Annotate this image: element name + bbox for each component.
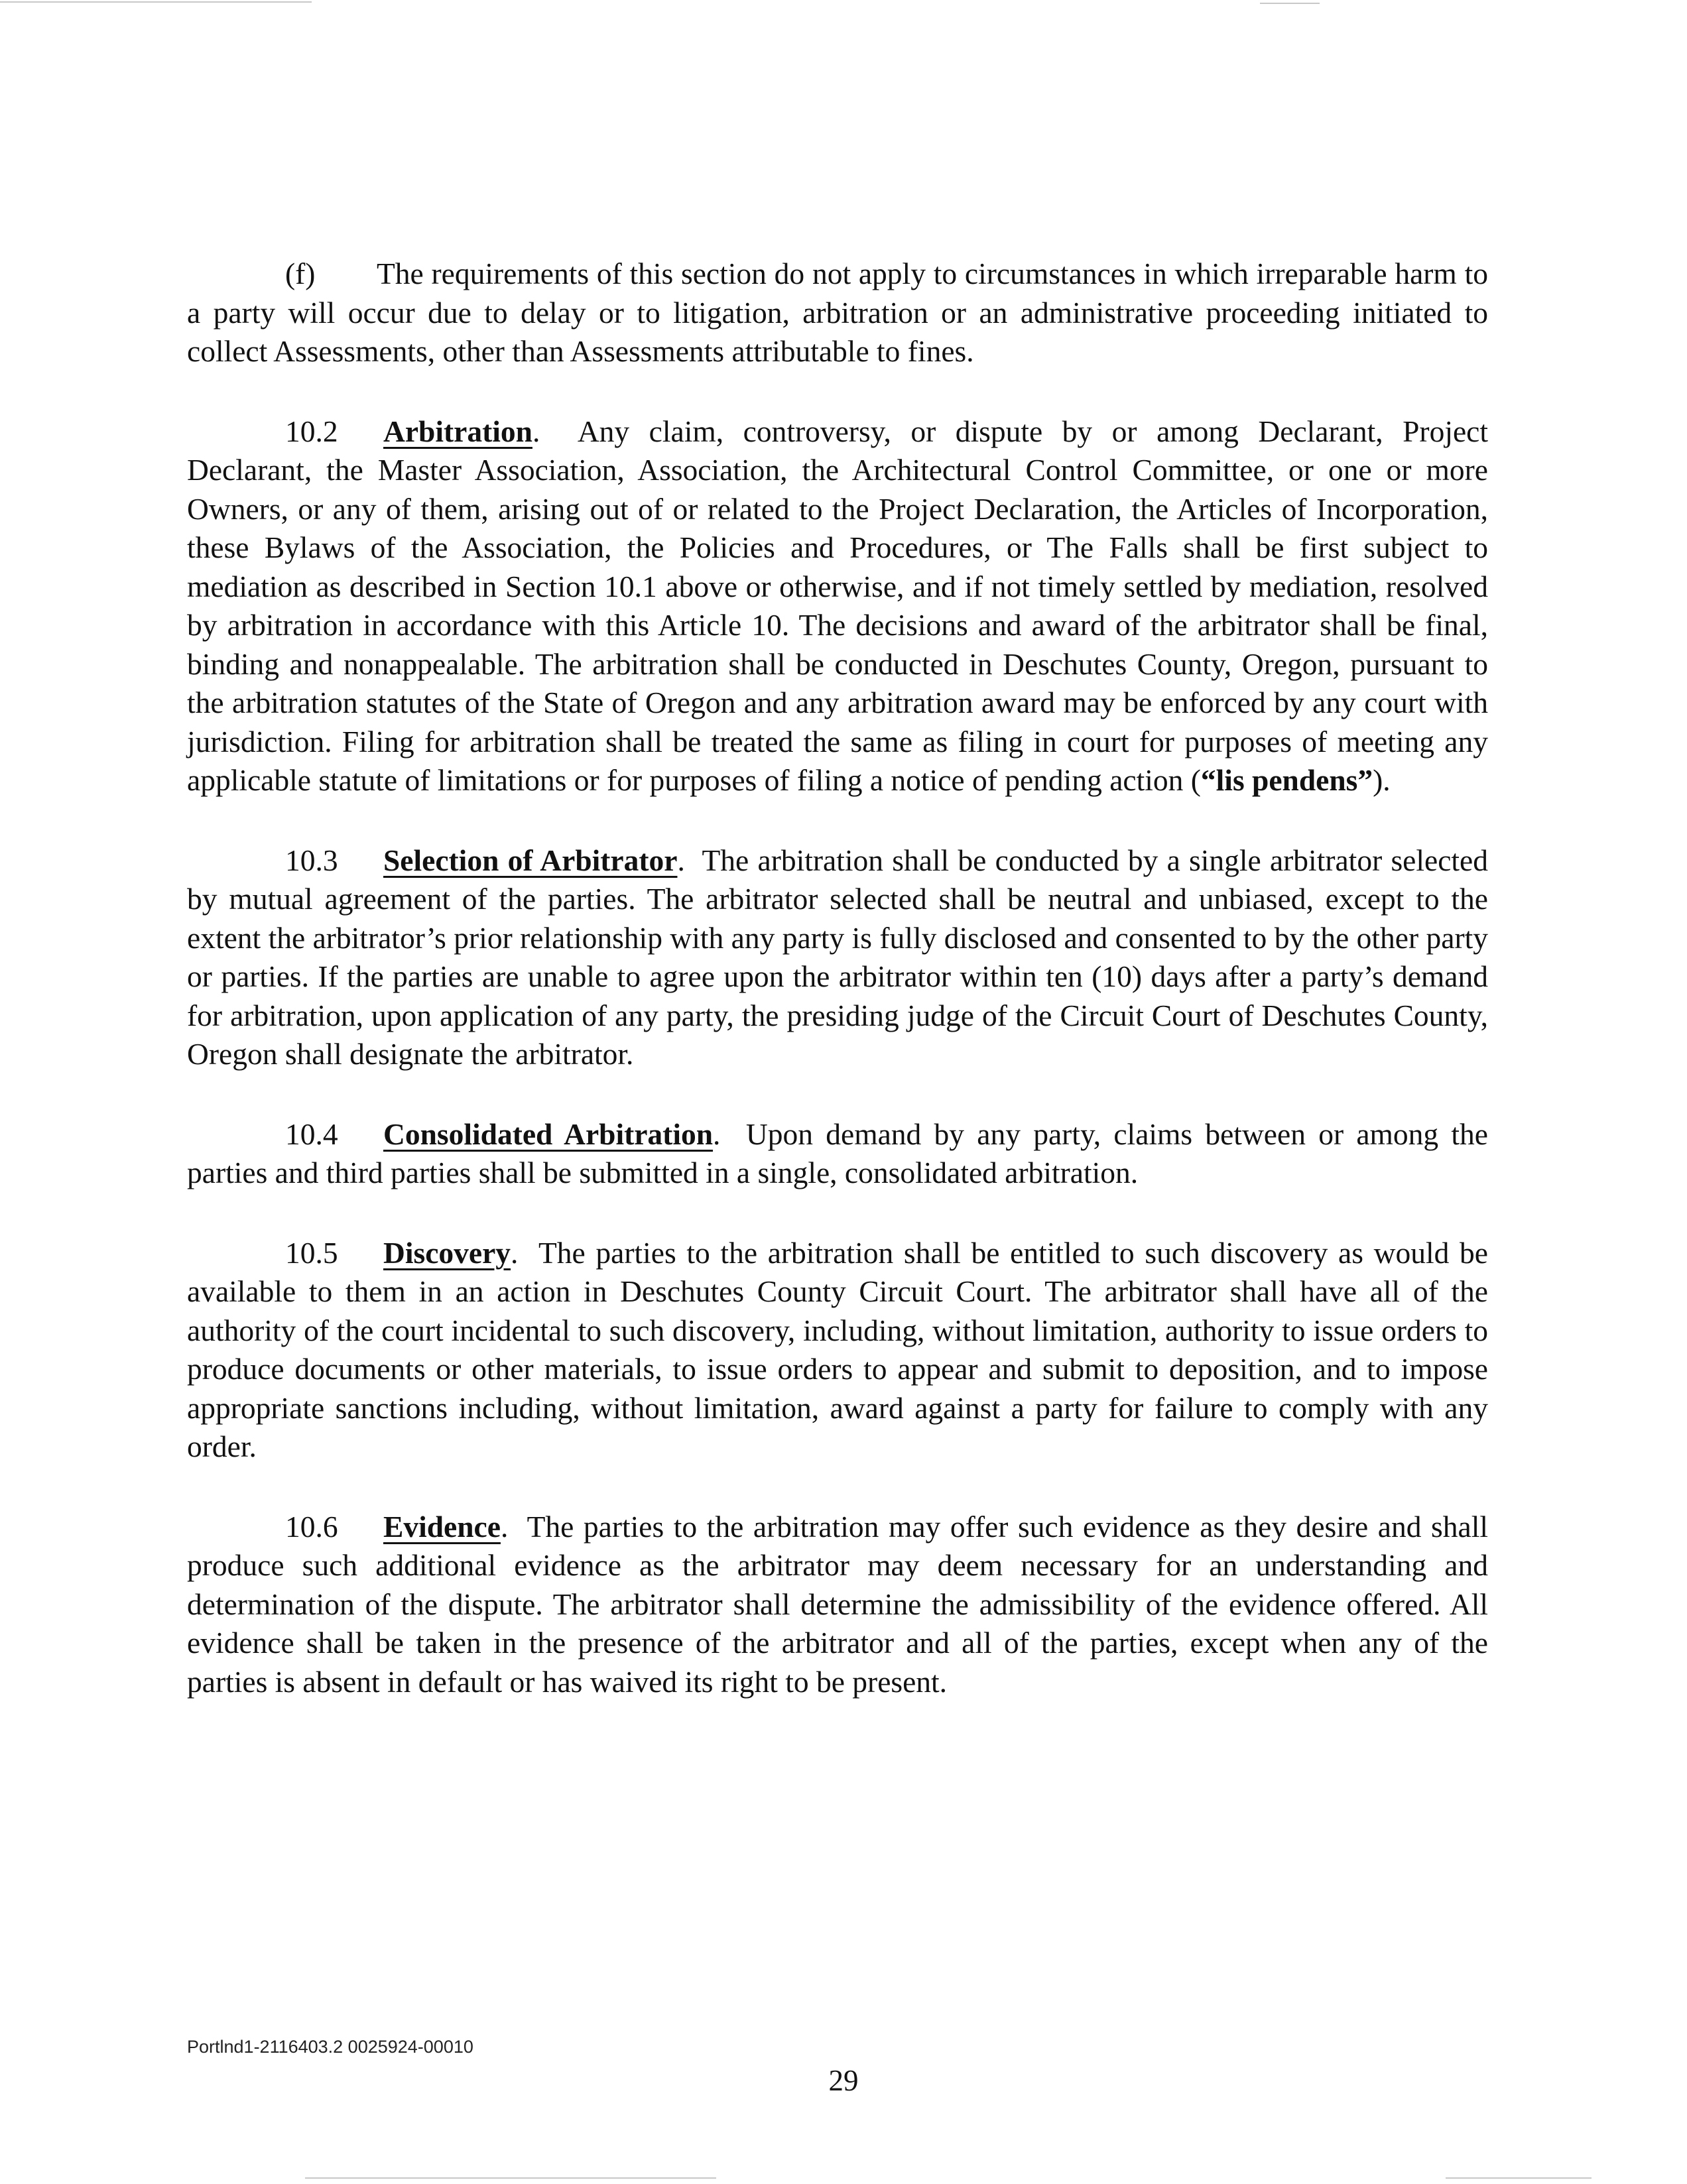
scan-artifact-top (0, 1, 312, 3)
paragraph-text: The parties to the arbitration may offer such evidence as they desire and shall produce such additional evidence as the arbitrator may deem necessary for an understanding and determination of the dispute. The arbitrator shall determine the admissibility of the evidence offered. All evidence shall be taken in the presence of the arbitrator and all of the parties, except when any of the parties is absent in default or has waived its right to be present. (187, 1509, 1488, 1699)
section-number: 10.6 (285, 1509, 338, 1544)
paragraph-text-end: ). (1373, 763, 1391, 797)
section-heading: Discovery (383, 1235, 511, 1270)
paragraph-10-5-discovery: 10.5 Discovery. The parties to the arbitration shall be entitled to such discovery as would be available to them in an action in Deschutes County Circuit Court. The arbitrator shall have all of the authority of the court incidental to such discovery, including, without limitation, authority to issue orders to produce documents or other materials, to issue orders to appear and submit to deposition, and to impose appropriate sanctions including, without limitation, award against a party for failure to comply with any order. (187, 1234, 1488, 1467)
section-heading: Consolidated Arbitration (383, 1117, 714, 1151)
section-number: 10.3 (285, 843, 338, 877)
paragraph-f (187, 255, 1488, 371)
document-body (187, 255, 1488, 1742)
section-heading: Arbitration (383, 414, 532, 448)
scan-artifact-bottom-right (1446, 2177, 1592, 2179)
paragraph-10-6-evidence: 10.6 Evidence. The parties to the arbitration may offer such evidence as they desire and shall produce such additional evidence as the arbitrator may deem necessary for an understanding and determination of the dispute. The arbitrator shall determine the admissibility of the evidence offered. All evidence shall be taken in the presence of the arbitrator and all of the parties, except when any of the parties is absent in default or has waived its right to be present. (187, 1508, 1488, 1702)
section-number: 10.2 (285, 414, 338, 448)
section-heading: Evidence (383, 1509, 501, 1544)
section-number: 10.4 (285, 1117, 338, 1151)
section-number: 10.5 (285, 1235, 338, 1270)
paragraph-number: (f) (285, 257, 316, 290)
footer-document-id: Portlnd1-2116403.2 0025924-00010 (187, 2037, 473, 2057)
scan-artifact-top-right (1260, 3, 1320, 4)
page-number: 29 (828, 2064, 859, 2097)
paragraph-text: The requirements of this section do not apply to circumstances in which irreparable harm to a party will occur due to delay or to litigation, arbitration or an administrative proceeding initiated to collect Assessments, other than Assessments attributable to fines. (187, 257, 1488, 368)
paragraph-text: Any claim, controversy, or dispute by or among Declarant, Project Declarant, the Master Association, Association, the Architectural Control Committee, or one or more Owners, or any of them, arising out of or related to the Project Declaration, the Articles of Incorporation, these Bylaws of the Association, the Policies and Procedures, or The Falls shall be first subject to mediation as described in Section 10.1 above or otherwise, and if not timely settled by mediation, resolved by arbitration in accordance with this Article 10. The decisions and award of the arbitrator shall be final, binding and nonappealable. The arbitration shall be conducted in Deschutes County, Oregon, pursuant to the arbitration statutes of the State of Oregon and any arbitration award may be enforced by any court with jurisdiction. Filing for arbitration shall be treated the same as filing in court for purposes of meeting any applicable statute of limitations or for purposes of filing a notice of pending action ( (187, 414, 1488, 797)
paragraph-10-3-selection-of-arbitrator: 10.3 Selection of Arbitrator. The arbitration shall be conducted by a single arbitrator selected by mutual agreement of the parties. The arbitrator selected shall be neutral and unbiased, except to the extent the arbitrator’s prior relationship with any party is fully disclosed and consented to by the other party or parties. If the parties are unable to agree upon the arbitrator within ten (10) days after a party’s demand for arbitration, upon application of any party, the presiding judge of the Circuit Court of Deschutes County, Oregon shall designate the arbitrator. (187, 841, 1488, 1074)
paragraph-10-4-consolidated-arbitration: 10.4 Consolidated Arbitration. Upon demand by any party, claims between or among the parties and third parties shall be submitted in a single, consolidated arbitration. (187, 1115, 1488, 1193)
paragraph-text: Upon demand by any party, claims between or among the parties and third parties shall be submitted in a single, consolidated arbitration. (187, 1117, 1488, 1189)
paragraph-10-2-arbitration: 10.2 Arbitration. Any claim, controversy, or dispute by or among Declarant, Project Declarant, the Master Association, Association, the Architectural Control Committee, or one or more Owners, or any of them, arising out of or related to the Project Declaration, the Articles of Incorporation, these Bylaws of the Association, the Policies and Procedures, or The Falls shall be first subject to mediation as described in Section 10.1 above or otherwise, and if not timely settled by mediation, resolved by arbitration in accordance with this Article 10. The decisions and award of the arbitrator shall be final, binding and nonappealable. The arbitration shall be conducted in Deschutes County, Oregon, pursuant to the arbitration statutes of the State of Oregon and any arbitration award may be enforced by any court with jurisdiction. Filing for arbitration shall be treated the same as filing in court for purposes of meeting any applicable statute of limitations or for purposes of filing a notice of pending action (“lis pendens”). (187, 412, 1488, 800)
defined-term: “lis pendens” (1200, 763, 1373, 797)
paragraph-text: The parties to the arbitration shall be entitled to such discovery as would be available to them in an action in Deschutes County Circuit Court. The arbitrator shall have all of the authority of the court incidental to such discovery, including, without limitation, authority to issue orders to produce documents or other materials, to issue orders to appear and submit to deposition, and to impose appropriate sanctions including, without limitation, award against a party for failure to comply with any order. (187, 1235, 1488, 1463)
scan-artifact-bottom (305, 2177, 716, 2179)
paragraph-text: The arbitration shall be conducted by a single arbitrator selected by mutual agreement of the parties. The arbitrator selected shall be neutral and unbiased, except to the extent the arbitrator’s prior relationship with any party is fully disclosed and consented to by the other party or parties. If the parties are unable to agree upon the arbitrator within ten (10) days after a party’s demand for arbitration, upon application of any party, the presiding judge of the Circuit Court of Deschutes County, Oregon shall designate the arbitrator. (187, 843, 1488, 1071)
section-heading: Selection of Arbitrator (383, 843, 678, 877)
